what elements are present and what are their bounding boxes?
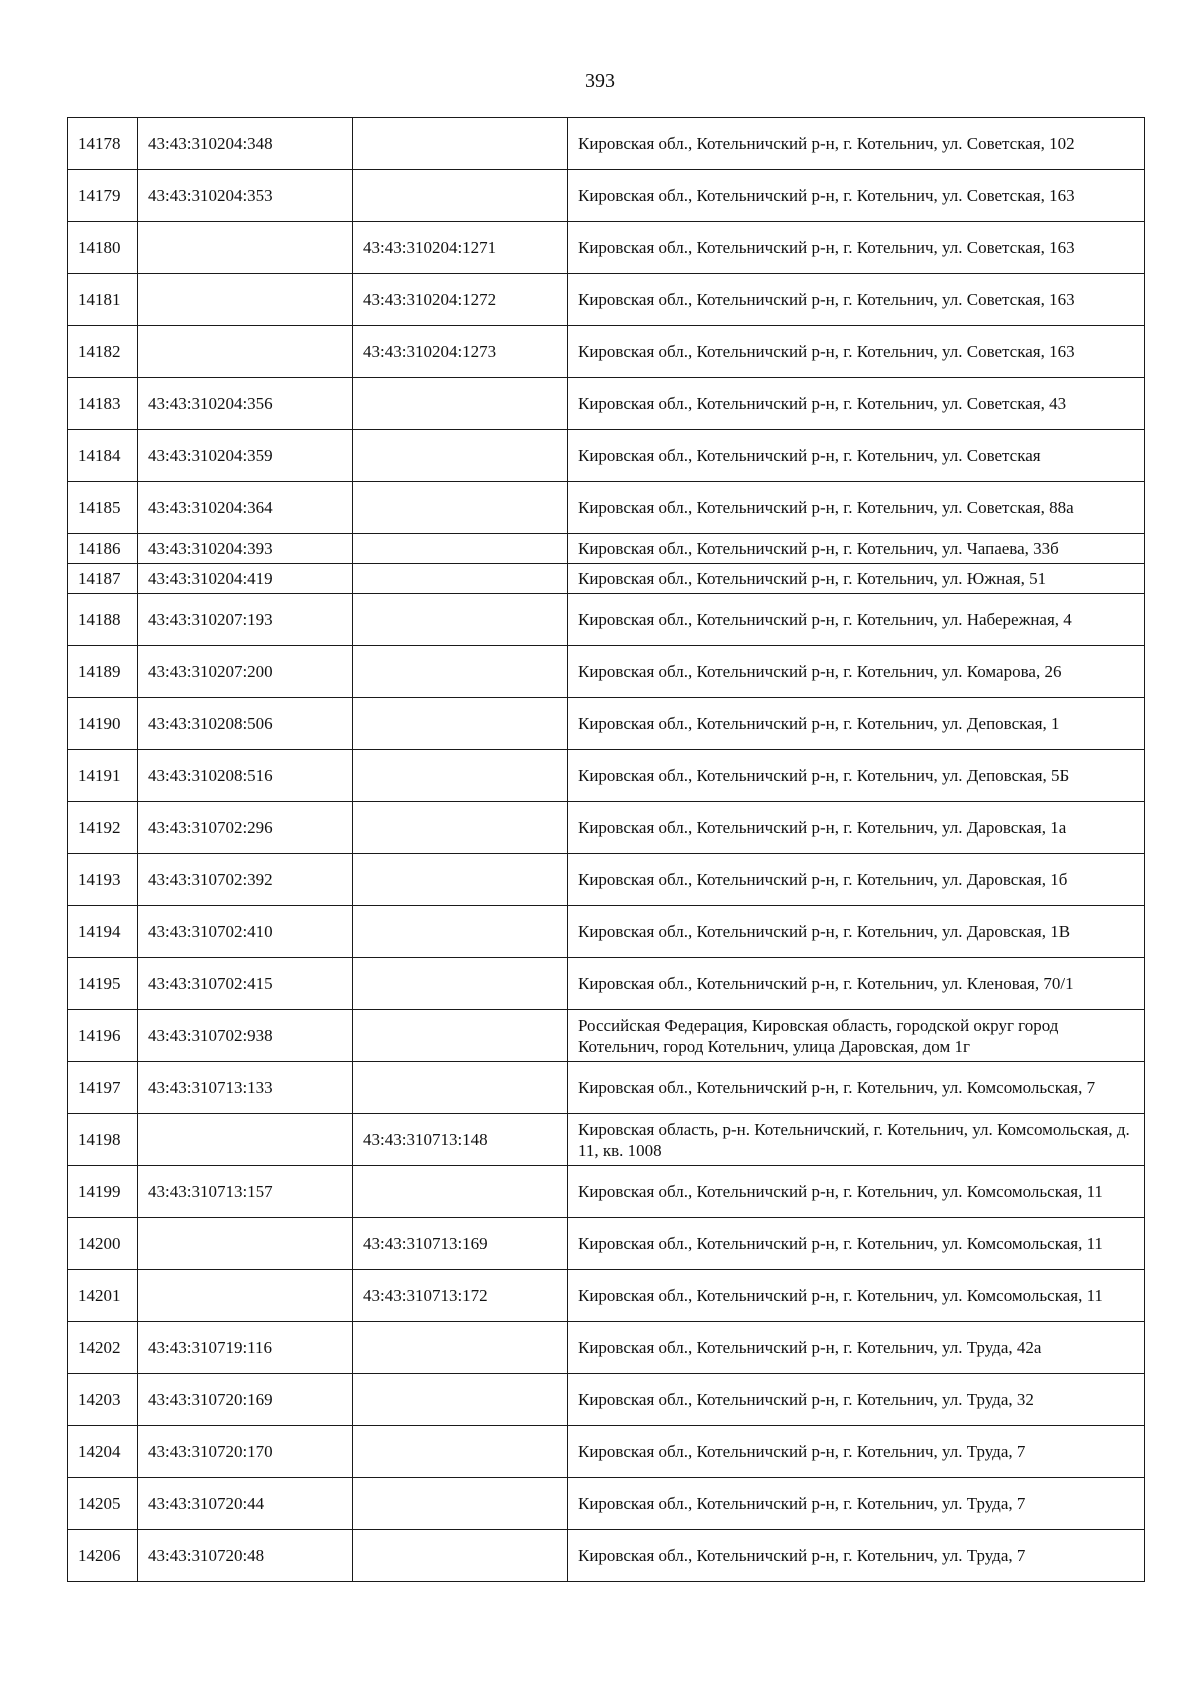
address-cell: Кировская обл., Котельничский р-н, г. Котельнич, ул. Набережная, 4 bbox=[568, 594, 1145, 646]
row-number-cell: 14192 bbox=[68, 802, 138, 854]
cadastral-number-cell: 43:43:310207:200 bbox=[138, 646, 353, 698]
row-number-cell: 14184 bbox=[68, 430, 138, 482]
cadastral-number-cell: 43:43:310204:393 bbox=[138, 534, 353, 564]
cadastral-number-cell: 43:43:310713:157 bbox=[138, 1166, 353, 1218]
row-number-cell: 14205 bbox=[68, 1478, 138, 1530]
cadastral-number-cell: 43:43:310720:170 bbox=[138, 1426, 353, 1478]
object-cadastral-number-cell bbox=[353, 750, 568, 802]
table-row bbox=[68, 1114, 1145, 1166]
object-cadastral-number-cell bbox=[353, 1374, 568, 1426]
table-row bbox=[68, 802, 1145, 854]
row-number-cell: 14180 bbox=[68, 222, 138, 274]
object-cadastral-number-cell bbox=[353, 1530, 568, 1582]
object-cadastral-number-cell: 43:43:310713:148 bbox=[353, 1114, 568, 1166]
address-cell: Кировская область, р-н. Котельничский, г. Котельнич, ул. Комсомольская, д. 11, кв. 1008 bbox=[568, 1114, 1145, 1166]
address-cell: Кировская обл., Котельничский р-н, г. Котельнич, ул. Труда, 7 bbox=[568, 1530, 1145, 1582]
object-cadastral-number-cell: 43:43:310204:1273 bbox=[353, 326, 568, 378]
row-number-cell: 14182 bbox=[68, 326, 138, 378]
page-number: 393 bbox=[585, 70, 615, 92]
address-cell: Кировская обл., Котельничский р-н, г. Котельнич, ул. Комсомольская, 11 bbox=[568, 1270, 1145, 1322]
object-cadastral-number-cell bbox=[353, 646, 568, 698]
address-cell: Кировская обл., Котельничский р-н, г. Котельнич, ул. Советская, 163 bbox=[568, 274, 1145, 326]
row-number-cell: 14200 bbox=[68, 1218, 138, 1270]
row-number-cell: 14187 bbox=[68, 564, 138, 594]
object-cadastral-number-cell bbox=[353, 1010, 568, 1062]
cadastral-number-cell: 43:43:310702:296 bbox=[138, 802, 353, 854]
object-cadastral-number-cell bbox=[353, 482, 568, 534]
address-cell: Кировская обл., Котельничский р-н, г. Котельнич, ул. Советская, 163 bbox=[568, 170, 1145, 222]
cadastral-number-cell: 43:43:310208:516 bbox=[138, 750, 353, 802]
object-cadastral-number-cell: 43:43:310713:172 bbox=[353, 1270, 568, 1322]
row-number-cell: 14203 bbox=[68, 1374, 138, 1426]
table-row bbox=[68, 1062, 1145, 1114]
object-cadastral-number-cell bbox=[353, 1166, 568, 1218]
address-cell: Кировская обл., Котельничский р-н, г. Котельнич, ул. Даровская, 1В bbox=[568, 906, 1145, 958]
address-cell: Кировская обл., Котельничский р-н, г. Котельнич, ул. Деповская, 5Б bbox=[568, 750, 1145, 802]
row-number-cell: 14196 bbox=[68, 1010, 138, 1062]
object-cadastral-number-cell bbox=[353, 594, 568, 646]
cadastral-number-cell: 43:43:310207:193 bbox=[138, 594, 353, 646]
address-cell: Кировская обл., Котельничский р-н, г. Котельнич, ул. Чапаева, 33б bbox=[568, 534, 1145, 564]
address-cell: Кировская обл., Котельничский р-н, г. Котельнич, ул. Комсомольская, 11 bbox=[568, 1218, 1145, 1270]
address-cell: Кировская обл., Котельничский р-н, г. Котельнич, ул. Даровская, 1б bbox=[568, 854, 1145, 906]
cadastral-number-cell: 43:43:310720:48 bbox=[138, 1530, 353, 1582]
cadastral-number-cell: 43:43:310719:116 bbox=[138, 1322, 353, 1374]
cadastral-number-cell: 43:43:310204:353 bbox=[138, 170, 353, 222]
table-row bbox=[68, 326, 1145, 378]
object-cadastral-number-cell: 43:43:310713:169 bbox=[353, 1218, 568, 1270]
cadastral-number-cell: 43:43:310720:169 bbox=[138, 1374, 353, 1426]
cadastral-number-cell: 43:43:310208:506 bbox=[138, 698, 353, 750]
table-row bbox=[68, 1270, 1145, 1322]
row-number-cell: 14188 bbox=[68, 594, 138, 646]
cadastral-number-cell: 43:43:310702:415 bbox=[138, 958, 353, 1010]
object-cadastral-number-cell bbox=[353, 1426, 568, 1478]
table-row bbox=[68, 1010, 1145, 1062]
address-cell: Кировская обл., Котельничский р-н, г. Котельнич, ул. Южная, 51 bbox=[568, 564, 1145, 594]
address-cell: Кировская обл., Котельничский р-н, г. Котельнич, ул. Труда, 32 bbox=[568, 1374, 1145, 1426]
address-cell: Кировская обл., Котельничский р-н, г. Котельнич, ул. Комсомольская, 11 bbox=[568, 1166, 1145, 1218]
row-number-cell: 14178 bbox=[68, 118, 138, 170]
object-cadastral-number-cell bbox=[353, 958, 568, 1010]
row-number-cell: 14194 bbox=[68, 906, 138, 958]
object-cadastral-number-cell: 43:43:310204:1272 bbox=[353, 274, 568, 326]
row-number-cell: 14202 bbox=[68, 1322, 138, 1374]
table-row bbox=[68, 906, 1145, 958]
row-number-cell: 14181 bbox=[68, 274, 138, 326]
table-row bbox=[68, 222, 1145, 274]
object-cadastral-number-cell bbox=[353, 534, 568, 564]
cadastral-number-cell bbox=[138, 326, 353, 378]
registry-table bbox=[67, 117, 1145, 1582]
table-row bbox=[68, 482, 1145, 534]
row-number-cell: 14201 bbox=[68, 1270, 138, 1322]
object-cadastral-number-cell: 43:43:310204:1271 bbox=[353, 222, 568, 274]
table-row bbox=[68, 1322, 1145, 1374]
row-number-cell: 14186 bbox=[68, 534, 138, 564]
address-cell: Кировская обл., Котельничский р-н, г. Котельнич, ул. Советская, 43 bbox=[568, 378, 1145, 430]
table-row bbox=[68, 750, 1145, 802]
address-cell: Кировская обл., Котельничский р-н, г. Котельнич, ул. Советская, 88а bbox=[568, 482, 1145, 534]
table-row bbox=[68, 170, 1145, 222]
address-cell: Кировская обл., Котельничский р-н, г. Котельнич, ул. Труда, 42а bbox=[568, 1322, 1145, 1374]
address-cell: Кировская обл., Котельничский р-н, г. Котельнич, ул. Советская bbox=[568, 430, 1145, 482]
table-row bbox=[68, 378, 1145, 430]
cadastral-number-cell: 43:43:310204:419 bbox=[138, 564, 353, 594]
object-cadastral-number-cell bbox=[353, 430, 568, 482]
object-cadastral-number-cell bbox=[353, 906, 568, 958]
table-row bbox=[68, 854, 1145, 906]
table-row bbox=[68, 698, 1145, 750]
address-cell: Кировская обл., Котельничский р-н, г. Котельнич, ул. Советская, 163 bbox=[568, 326, 1145, 378]
table-row bbox=[68, 594, 1145, 646]
row-number-cell: 14191 bbox=[68, 750, 138, 802]
cadastral-number-cell: 43:43:310702:410 bbox=[138, 906, 353, 958]
table-row bbox=[68, 646, 1145, 698]
object-cadastral-number-cell bbox=[353, 170, 568, 222]
table-row bbox=[68, 1530, 1145, 1582]
table-row bbox=[68, 274, 1145, 326]
table-row bbox=[68, 534, 1145, 564]
table-row bbox=[68, 1478, 1145, 1530]
cadastral-number-cell: 43:43:310204:348 bbox=[138, 118, 353, 170]
cadastral-number-cell: 43:43:310204:356 bbox=[138, 378, 353, 430]
row-number-cell: 14189 bbox=[68, 646, 138, 698]
object-cadastral-number-cell bbox=[353, 698, 568, 750]
address-cell: Кировская обл., Котельничский р-н, г. Котельнич, ул. Деповская, 1 bbox=[568, 698, 1145, 750]
address-cell: Российская Федерация, Кировская область, городской округ город Котельнич, город Котельнич, улица Даровская, дом 1г bbox=[568, 1010, 1145, 1062]
cadastral-number-cell: 43:43:310204:364 bbox=[138, 482, 353, 534]
row-number-cell: 14179 bbox=[68, 170, 138, 222]
cadastral-number-cell bbox=[138, 1218, 353, 1270]
row-number-cell: 14204 bbox=[68, 1426, 138, 1478]
object-cadastral-number-cell bbox=[353, 1062, 568, 1114]
address-cell: Кировская обл., Котельничский р-н, г. Котельнич, ул. Кленовая, 70/1 bbox=[568, 958, 1145, 1010]
address-cell: Кировская обл., Котельничский р-н, г. Котельнич, ул. Советская, 163 bbox=[568, 222, 1145, 274]
cadastral-number-cell: 43:43:310713:133 bbox=[138, 1062, 353, 1114]
table-row bbox=[68, 1426, 1145, 1478]
object-cadastral-number-cell bbox=[353, 378, 568, 430]
address-cell: Кировская обл., Котельничский р-н, г. Котельнич, ул. Комсомольская, 7 bbox=[568, 1062, 1145, 1114]
row-number-cell: 14185 bbox=[68, 482, 138, 534]
table-row bbox=[68, 118, 1145, 170]
table-row bbox=[68, 430, 1145, 482]
cadastral-number-cell bbox=[138, 1114, 353, 1166]
object-cadastral-number-cell bbox=[353, 1322, 568, 1374]
row-number-cell: 14183 bbox=[68, 378, 138, 430]
address-cell: Кировская обл., Котельничский р-н, г. Котельнич, ул. Советская, 102 bbox=[568, 118, 1145, 170]
cadastral-number-cell bbox=[138, 274, 353, 326]
address-cell: Кировская обл., Котельничский р-н, г. Котельнич, ул. Труда, 7 bbox=[568, 1426, 1145, 1478]
row-number-cell: 14197 bbox=[68, 1062, 138, 1114]
cadastral-number-cell: 43:43:310204:359 bbox=[138, 430, 353, 482]
table-row bbox=[68, 1166, 1145, 1218]
address-cell: Кировская обл., Котельничский р-н, г. Котельнич, ул. Комарова, 26 bbox=[568, 646, 1145, 698]
cadastral-number-cell bbox=[138, 1270, 353, 1322]
row-number-cell: 14206 bbox=[68, 1530, 138, 1582]
row-number-cell: 14195 bbox=[68, 958, 138, 1010]
registry-table-body bbox=[68, 118, 1145, 1582]
table-row bbox=[68, 1374, 1145, 1426]
table-row bbox=[68, 1218, 1145, 1270]
address-cell: Кировская обл., Котельничский р-н, г. Котельнич, ул. Труда, 7 bbox=[568, 1478, 1145, 1530]
cadastral-number-cell bbox=[138, 222, 353, 274]
table-row bbox=[68, 564, 1145, 594]
table-row bbox=[68, 958, 1145, 1010]
object-cadastral-number-cell bbox=[353, 118, 568, 170]
row-number-cell: 14198 bbox=[68, 1114, 138, 1166]
cadastral-number-cell: 43:43:310702:392 bbox=[138, 854, 353, 906]
cadastral-number-cell: 43:43:310702:938 bbox=[138, 1010, 353, 1062]
object-cadastral-number-cell bbox=[353, 802, 568, 854]
object-cadastral-number-cell bbox=[353, 564, 568, 594]
object-cadastral-number-cell bbox=[353, 854, 568, 906]
row-number-cell: 14199 bbox=[68, 1166, 138, 1218]
object-cadastral-number-cell bbox=[353, 1478, 568, 1530]
cadastral-number-cell: 43:43:310720:44 bbox=[138, 1478, 353, 1530]
address-cell: Кировская обл., Котельничский р-н, г. Котельнич, ул. Даровская, 1а bbox=[568, 802, 1145, 854]
row-number-cell: 14193 bbox=[68, 854, 138, 906]
row-number-cell: 14190 bbox=[68, 698, 138, 750]
